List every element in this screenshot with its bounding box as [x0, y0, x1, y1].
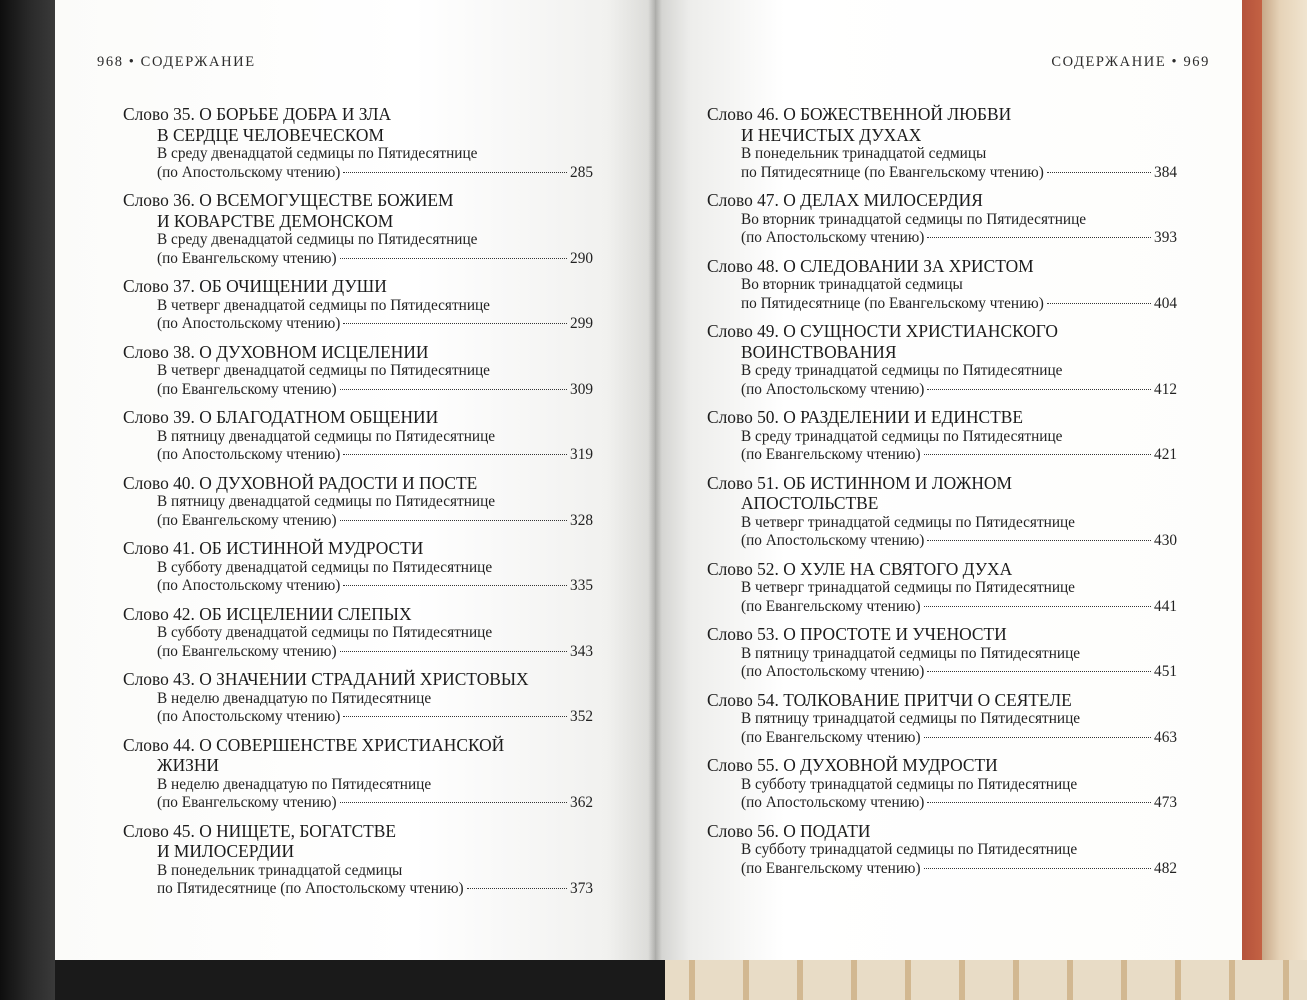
page-number: 285	[570, 163, 593, 181]
entry-reading: (по Апостольскому чтению)	[741, 229, 925, 246]
toc-entry	[123, 604, 593, 662]
entry-description: В четверг тринадцатой седмицы по Пятидесятнице	[741, 579, 1075, 596]
dot-leader	[343, 585, 567, 586]
entry-description: В пятницу двенадцатой седмицы по Пятидесятнице	[157, 493, 496, 510]
entry-last-line	[707, 729, 1177, 748]
page-number: 335	[570, 577, 593, 594]
dot-leader	[924, 606, 1151, 607]
toc-entry	[707, 321, 1177, 399]
dot-leader	[467, 888, 567, 889]
cover-right-edge	[1262, 0, 1307, 1000]
entry-last-line	[123, 315, 593, 334]
entry-title: Слово 48. О СЛЕДОВАНИИ ЗА ХРИСТОМ	[707, 255, 1034, 276]
entry-last-line	[123, 643, 593, 662]
entry-last-line	[123, 446, 593, 465]
left-page-edge	[0, 0, 55, 1000]
toc-entry	[707, 755, 1177, 813]
entry-reading: (по Апостольскому чтению)	[157, 315, 341, 332]
entry-title: Слово 40. О ДУХОВНОЙ РАДОСТИ И ПОСТЕ	[123, 472, 478, 493]
entry-title: Слово 45. О НИЩЕТЕ, БОГАТСТВЕ	[123, 820, 397, 841]
entry-title: Слово 35. О БОРЬБЕ ДОБРА И ЗЛА	[123, 104, 392, 124]
entry-description: В четверг тринадцатой седмицы по Пятидесятнице	[741, 513, 1075, 531]
toc-entry	[123, 190, 593, 268]
entry-last-line	[707, 794, 1177, 813]
entry-title: Слово 46. О БОЖЕСТВЕННОЙ ЛЮБВИ	[707, 104, 1012, 124]
dot-leader	[1047, 172, 1151, 173]
entry-description: Во вторник тринадцатой седмицы	[741, 276, 963, 293]
page-number: 393	[1154, 229, 1177, 246]
entry-title: Слово 55. О ДУХОВНОЙ МУДРОСТИ	[707, 755, 998, 775]
entry-title-continued: И МИЛОСЕРДИИ	[157, 841, 295, 861]
entry-description: В пятницу тринадцатой седмицы по Пятидесятнице	[741, 644, 1081, 662]
page-number: 404	[1154, 294, 1177, 312]
entry-reading: (по Апостольскому чтению)	[741, 380, 925, 398]
running-head-left: 968 • СОДЕРЖАНИЕ	[97, 54, 256, 70]
entry-description: В понедельник тринадцатой седмицы	[157, 861, 403, 879]
right-page	[655, 0, 1242, 960]
entry-description: В пятницу тринадцатой седмицы по Пятидесятнице	[741, 710, 1081, 727]
entry-title: Слово 38. О ДУХОВНОМ ИСЦЕЛЕНИИ	[123, 341, 429, 362]
entry-reading: (по Апостольскому чтению)	[741, 532, 925, 549]
dot-leader	[924, 868, 1151, 869]
entry-reading: (по Апостольскому чтению)	[157, 708, 341, 725]
page-number: 473	[1154, 794, 1177, 811]
page-number: 343	[570, 642, 593, 660]
entry-description: В неделю двенадцатую по Пятидесятнице	[157, 775, 432, 793]
entry-title: Слово 56. О ПОДАТИ	[707, 820, 871, 841]
page-number: 290	[570, 249, 593, 267]
page-number: 451	[1154, 663, 1177, 680]
entry-title: Слово 49. О СУЩНОСТИ ХРИСТИАНСКОГО	[707, 321, 1058, 341]
entry-reading: (по Апостольскому чтению)	[157, 577, 341, 594]
entry-title-continued: В СЕРДЦЕ ЧЕЛОВЕЧЕСКОМ	[157, 124, 384, 145]
entry-description: В субботу двенадцатой седмицы по Пятидесятнице	[157, 558, 493, 576]
toc-entry	[123, 735, 593, 813]
entry-last-line	[123, 381, 593, 400]
entry-title: Слово 52. О ХУЛЕ НА СВЯТОГО ДУХА	[707, 558, 1013, 579]
toc-entry	[707, 256, 1177, 314]
page-number: 299	[570, 315, 593, 332]
entry-last-line	[707, 295, 1177, 314]
dot-leader	[927, 671, 1151, 672]
entry-last-line	[123, 708, 593, 727]
toc-entry	[707, 473, 1177, 551]
entry-last-line	[707, 446, 1177, 465]
entry-description: В пятницу двенадцатой седмицы по Пятидесятнице	[157, 427, 496, 445]
dot-leader	[343, 172, 567, 173]
entry-title: Слово 50. О РАЗДЕЛЕНИИ И ЕДИНСТВЕ	[707, 407, 1023, 427]
entry-last-line	[123, 250, 593, 269]
dot-leader	[924, 737, 1151, 738]
entry-reading: (по Евангельскому чтению)	[157, 249, 337, 267]
entry-description: В четверг двенадцатой седмицы по Пятидесятнице	[157, 362, 490, 379]
entry-last-line	[123, 512, 593, 531]
page-number: 430	[1154, 532, 1177, 549]
entry-last-line	[707, 381, 1177, 400]
dot-leader	[927, 389, 1151, 390]
entry-description: В среду двенадцатой седмицы по Пятидесятнице	[157, 145, 478, 162]
page-number: 328	[570, 511, 593, 529]
dot-leader	[343, 454, 567, 455]
entry-title: Слово 37. ОБ ОЧИЩЕНИИ ДУШИ	[123, 276, 387, 296]
cover-ornament-strip	[665, 960, 1307, 1000]
toc-entry	[707, 407, 1177, 465]
entry-last-line	[123, 577, 593, 596]
entry-last-line	[707, 598, 1177, 617]
toc-entry	[123, 276, 593, 334]
entry-last-line	[707, 164, 1177, 183]
entry-title-continued: ЖИЗНИ	[157, 755, 219, 775]
dot-leader	[340, 651, 567, 652]
entry-reading: (по Апостольскому чтению)	[741, 794, 925, 811]
page-number: 352	[570, 708, 593, 725]
page-number: 482	[1154, 859, 1177, 877]
toc-entry	[123, 104, 593, 182]
toc-entry	[707, 559, 1177, 617]
entry-last-line	[707, 663, 1177, 682]
entry-reading: (по Евангельскому чтению)	[741, 597, 921, 615]
entry-title: Слово 36. О ВСЕМОГУЩЕСТВЕ БОЖИЕМ	[123, 190, 454, 210]
toc-entry	[123, 669, 593, 727]
toc-entry	[707, 624, 1177, 682]
toc-left	[123, 104, 593, 907]
dot-leader	[343, 716, 567, 717]
dot-leader	[340, 258, 567, 259]
entry-last-line	[707, 860, 1177, 879]
dot-leader	[927, 540, 1151, 541]
entry-reading: (по Евангельскому чтению)	[157, 642, 337, 660]
toc-entry	[707, 821, 1177, 879]
entry-title-continued: И КОВАРСТВЕ ДЕМОНСКОМ	[157, 210, 394, 231]
entry-last-line	[123, 794, 593, 813]
entry-reading: по Пятидесятнице (по Апостольскому чтению)	[157, 880, 464, 897]
entry-title-continued: ВОИНСТВОВАНИЯ	[741, 341, 897, 362]
dot-leader	[927, 237, 1151, 238]
entry-reading: по Пятидесятнице (по Евангельскому чтению)	[741, 294, 1044, 312]
entry-title: Слово 44. О СОВЕРШЕНСТВЕ ХРИСТИАНСКОЙ	[123, 734, 505, 755]
page-number: 463	[1154, 728, 1177, 746]
page-number: 412	[1154, 380, 1177, 398]
page-number: 373	[570, 880, 593, 897]
entry-title: Слово 39. О БЛАГОДАТНОМ ОБЩЕНИИ	[123, 407, 439, 427]
toc-entry	[123, 407, 593, 465]
entry-description: В субботу тринадцатой седмицы по Пятидесятнице	[741, 841, 1078, 858]
entry-reading: (по Апостольскому чтению)	[157, 446, 341, 463]
book-gutter-shadow	[648, 0, 662, 960]
toc-entry	[123, 473, 593, 531]
entry-description: В среду тринадцатой седмицы по Пятидесятнице	[741, 362, 1063, 379]
entry-title: Слово 54. ТОЛКОВАНИЕ ПРИТЧИ О СЕЯТЕЛЕ	[707, 689, 1072, 710]
page-number: 421	[1154, 446, 1177, 463]
entry-last-line	[123, 164, 593, 183]
entry-title-continued: АПОСТОЛЬСТВЕ	[741, 493, 879, 513]
entry-reading: по Пятидесятнице (по Евангельскому чтению)	[741, 163, 1044, 181]
entry-description: В субботу двенадцатой седмицы по Пятидесятнице	[157, 624, 493, 641]
toc-entry	[123, 821, 593, 899]
page-number: 441	[1154, 597, 1177, 615]
dot-leader	[924, 454, 1151, 455]
entry-reading: (по Евангельскому чтению)	[157, 511, 337, 529]
dot-leader	[340, 389, 567, 390]
entry-reading: (по Апостольскому чтению)	[157, 163, 341, 181]
entry-title: Слово 51. ОБ ИСТИННОМ И ЛОЖНОМ	[707, 472, 1012, 493]
running-head-right: СОДЕРЖАНИЕ • 969	[1051, 54, 1210, 70]
entry-description: Во вторник тринадцатой седмицы по Пятидесятнице	[741, 210, 1087, 228]
dot-leader	[1047, 303, 1151, 304]
page-number: 309	[570, 380, 593, 398]
entry-title: Слово 41. ОБ ИСТИННОЙ МУДРОСТИ	[123, 538, 424, 558]
entry-reading: (по Апостольскому чтению)	[741, 663, 925, 680]
entry-last-line	[123, 880, 593, 899]
entry-reading: (по Евангельскому чтению)	[741, 728, 921, 746]
dot-leader	[343, 323, 567, 324]
entry-last-line	[707, 229, 1177, 248]
entry-description: В понедельник тринадцатой седмицы	[741, 145, 987, 162]
page-number: 319	[570, 446, 593, 463]
toc-entry	[123, 342, 593, 400]
toc-right	[707, 104, 1177, 886]
dot-leader	[340, 802, 567, 803]
entry-description: В среду двенадцатой седмицы по Пятидесятнице	[157, 231, 478, 248]
dot-leader	[340, 520, 567, 521]
entry-description: В четверг двенадцатой седмицы по Пятидесятнице	[157, 296, 490, 314]
entry-reading: (по Евангельскому чтению)	[157, 794, 337, 811]
entry-title: Слово 53. О ПРОСТОТЕ И УЧЕНОСТИ	[707, 624, 1007, 644]
entry-description: В неделю двенадцатую по Пятидесятнице	[157, 689, 432, 707]
left-page	[55, 0, 655, 960]
entry-reading: (по Евангельскому чтению)	[741, 446, 921, 463]
entry-title-continued: И НЕЧИСТЫХ ДУХАХ	[741, 124, 922, 145]
entry-title: Слово 47. О ДЕЛАХ МИЛОСЕРДИЯ	[707, 190, 983, 210]
entry-description: В субботу тринадцатой седмицы по Пятидесятнице	[741, 775, 1078, 793]
page-number: 384	[1154, 163, 1177, 181]
toc-entry	[707, 690, 1177, 748]
toc-entry	[707, 190, 1177, 248]
entry-last-line	[707, 532, 1177, 551]
entry-reading: (по Евангельскому чтению)	[741, 859, 921, 877]
page-number: 362	[570, 794, 593, 811]
toc-entry	[707, 104, 1177, 182]
toc-entry	[123, 538, 593, 596]
entry-description: В среду тринадцатой седмицы по Пятидесятнице	[741, 427, 1063, 445]
dot-leader	[927, 802, 1151, 803]
entry-reading: (по Евангельскому чтению)	[157, 380, 337, 398]
entry-title: Слово 42. ОБ ИСЦЕЛЕНИИ СЛЕПЫХ	[123, 603, 412, 624]
entry-title: Слово 43. О ЗНАЧЕНИИ СТРАДАНИЙ ХРИСТОВЫХ	[123, 669, 529, 689]
